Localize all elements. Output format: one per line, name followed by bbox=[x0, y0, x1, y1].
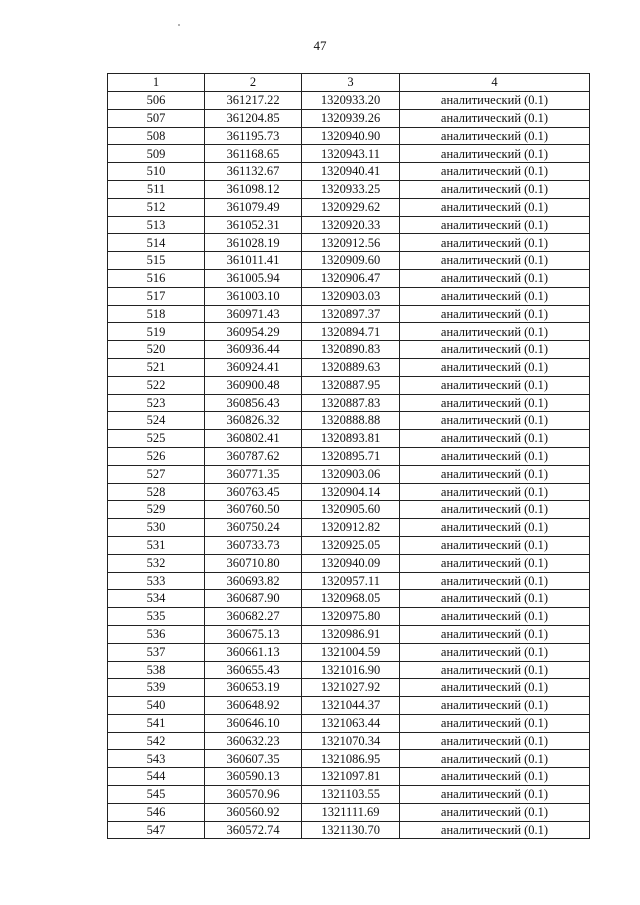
table-row bbox=[108, 786, 590, 804]
table-row bbox=[108, 269, 590, 287]
accuracy-cell: аналитический (0.1) bbox=[400, 412, 590, 430]
table-row bbox=[108, 590, 590, 608]
y-coordinate-cell: 1320904.14 bbox=[302, 483, 400, 501]
y-coordinate-cell: 1320905.60 bbox=[302, 501, 400, 519]
x-coordinate-cell: 360590.13 bbox=[205, 768, 302, 786]
accuracy-cell: аналитический (0.1) bbox=[400, 750, 590, 768]
point-number-cell: 517 bbox=[108, 287, 205, 305]
accuracy-cell: аналитический (0.1) bbox=[400, 608, 590, 626]
column-header-1: 1 bbox=[108, 74, 205, 92]
point-number-cell: 510 bbox=[108, 163, 205, 181]
point-number-cell: 508 bbox=[108, 127, 205, 145]
y-coordinate-cell: 1321016.90 bbox=[302, 661, 400, 679]
x-coordinate-cell: 360560.92 bbox=[205, 803, 302, 821]
column-header-3: 3 bbox=[302, 74, 400, 92]
table-row bbox=[108, 323, 590, 341]
y-coordinate-cell: 1321086.95 bbox=[302, 750, 400, 768]
point-number-cell: 513 bbox=[108, 216, 205, 234]
y-coordinate-cell: 1321027.92 bbox=[302, 679, 400, 697]
table-row bbox=[108, 465, 590, 483]
x-coordinate-cell: 360971.43 bbox=[205, 305, 302, 323]
point-number-cell: 529 bbox=[108, 501, 205, 519]
x-coordinate-cell: 361195.73 bbox=[205, 127, 302, 145]
table-row bbox=[108, 519, 590, 537]
y-coordinate-cell: 1320957.11 bbox=[302, 572, 400, 590]
accuracy-cell: аналитический (0.1) bbox=[400, 305, 590, 323]
y-coordinate-cell: 1320906.47 bbox=[302, 269, 400, 287]
y-coordinate-cell: 1320975.80 bbox=[302, 608, 400, 626]
point-number-cell: 516 bbox=[108, 269, 205, 287]
point-number-cell: 535 bbox=[108, 608, 205, 626]
y-coordinate-cell: 1320940.41 bbox=[302, 163, 400, 181]
point-number-cell: 528 bbox=[108, 483, 205, 501]
y-coordinate-cell: 1320943.11 bbox=[302, 145, 400, 163]
table-row bbox=[108, 341, 590, 359]
point-number-cell: 522 bbox=[108, 376, 205, 394]
x-coordinate-cell: 360750.24 bbox=[205, 519, 302, 537]
point-number-cell: 533 bbox=[108, 572, 205, 590]
point-number-cell: 507 bbox=[108, 109, 205, 127]
y-coordinate-cell: 1320912.82 bbox=[302, 519, 400, 537]
y-coordinate-cell: 1320909.60 bbox=[302, 252, 400, 270]
point-number-cell: 523 bbox=[108, 394, 205, 412]
y-coordinate-cell: 1320890.83 bbox=[302, 341, 400, 359]
point-number-cell: 514 bbox=[108, 234, 205, 252]
x-coordinate-cell: 360802.41 bbox=[205, 430, 302, 448]
y-coordinate-cell: 1320897.37 bbox=[302, 305, 400, 323]
point-number-cell: 537 bbox=[108, 643, 205, 661]
accuracy-cell: аналитический (0.1) bbox=[400, 714, 590, 732]
y-coordinate-cell: 1320889.63 bbox=[302, 358, 400, 376]
point-number-cell: 544 bbox=[108, 768, 205, 786]
y-coordinate-cell: 1321103.55 bbox=[302, 786, 400, 804]
table-row bbox=[108, 554, 590, 572]
point-number-cell: 539 bbox=[108, 679, 205, 697]
accuracy-cell: аналитический (0.1) bbox=[400, 127, 590, 145]
accuracy-cell: аналитический (0.1) bbox=[400, 786, 590, 804]
accuracy-cell: аналитический (0.1) bbox=[400, 803, 590, 821]
table-row bbox=[108, 305, 590, 323]
y-coordinate-cell: 1320893.81 bbox=[302, 430, 400, 448]
y-coordinate-cell: 1320895.71 bbox=[302, 447, 400, 465]
table-row bbox=[108, 412, 590, 430]
accuracy-cell: аналитический (0.1) bbox=[400, 234, 590, 252]
point-number-cell: 545 bbox=[108, 786, 205, 804]
table-row bbox=[108, 750, 590, 768]
point-number-cell: 512 bbox=[108, 198, 205, 216]
y-coordinate-cell: 1320903.03 bbox=[302, 287, 400, 305]
point-number-cell: 541 bbox=[108, 714, 205, 732]
y-coordinate-cell: 1320940.09 bbox=[302, 554, 400, 572]
x-coordinate-cell: 360653.19 bbox=[205, 679, 302, 697]
x-coordinate-cell: 360771.35 bbox=[205, 465, 302, 483]
y-coordinate-cell: 1320933.20 bbox=[302, 92, 400, 110]
x-coordinate-cell: 360760.50 bbox=[205, 501, 302, 519]
table-row bbox=[108, 697, 590, 715]
table-row bbox=[108, 234, 590, 252]
accuracy-cell: аналитический (0.1) bbox=[400, 180, 590, 198]
x-coordinate-cell: 360572.74 bbox=[205, 821, 302, 839]
point-number-cell: 524 bbox=[108, 412, 205, 430]
table-row bbox=[108, 376, 590, 394]
y-coordinate-cell: 1321070.34 bbox=[302, 732, 400, 750]
point-number-cell: 518 bbox=[108, 305, 205, 323]
table-row bbox=[108, 92, 590, 110]
column-header-4: 4 bbox=[400, 74, 590, 92]
table-row bbox=[108, 679, 590, 697]
table-row bbox=[108, 180, 590, 198]
accuracy-cell: аналитический (0.1) bbox=[400, 697, 590, 715]
accuracy-cell: аналитический (0.1) bbox=[400, 519, 590, 537]
accuracy-cell: аналитический (0.1) bbox=[400, 536, 590, 554]
accuracy-cell: аналитический (0.1) bbox=[400, 145, 590, 163]
table-row bbox=[108, 430, 590, 448]
accuracy-cell: аналитический (0.1) bbox=[400, 768, 590, 786]
accuracy-cell: аналитический (0.1) bbox=[400, 430, 590, 448]
y-coordinate-cell: 1321130.70 bbox=[302, 821, 400, 839]
y-coordinate-cell: 1320903.06 bbox=[302, 465, 400, 483]
point-number-cell: 515 bbox=[108, 252, 205, 270]
accuracy-cell: аналитический (0.1) bbox=[400, 287, 590, 305]
table-body bbox=[108, 92, 590, 839]
x-coordinate-cell: 361005.94 bbox=[205, 269, 302, 287]
page-number: 47 bbox=[313, 38, 327, 53]
y-coordinate-cell: 1320929.62 bbox=[302, 198, 400, 216]
point-number-cell: 526 bbox=[108, 447, 205, 465]
accuracy-cell: аналитический (0.1) bbox=[400, 269, 590, 287]
point-number-cell: 530 bbox=[108, 519, 205, 537]
accuracy-cell: аналитический (0.1) bbox=[400, 625, 590, 643]
accuracy-cell: аналитический (0.1) bbox=[400, 198, 590, 216]
y-coordinate-cell: 1321111.69 bbox=[302, 803, 400, 821]
table-row bbox=[108, 127, 590, 145]
x-coordinate-cell: 360693.82 bbox=[205, 572, 302, 590]
x-coordinate-cell: 360924.41 bbox=[205, 358, 302, 376]
y-coordinate-cell: 1320939.26 bbox=[302, 109, 400, 127]
point-number-cell: 546 bbox=[108, 803, 205, 821]
y-coordinate-cell: 1320887.95 bbox=[302, 376, 400, 394]
table-row bbox=[108, 252, 590, 270]
y-coordinate-cell: 1320925.05 bbox=[302, 536, 400, 554]
accuracy-cell: аналитический (0.1) bbox=[400, 92, 590, 110]
table-row bbox=[108, 109, 590, 127]
x-coordinate-cell: 361052.31 bbox=[205, 216, 302, 234]
accuracy-cell: аналитический (0.1) bbox=[400, 661, 590, 679]
accuracy-cell: аналитический (0.1) bbox=[400, 821, 590, 839]
table-row bbox=[108, 287, 590, 305]
accuracy-cell: аналитический (0.1) bbox=[400, 572, 590, 590]
table-row bbox=[108, 394, 590, 412]
scan-speck bbox=[178, 24, 180, 26]
x-coordinate-cell: 360954.29 bbox=[205, 323, 302, 341]
accuracy-cell: аналитический (0.1) bbox=[400, 216, 590, 234]
x-coordinate-cell: 361098.12 bbox=[205, 180, 302, 198]
point-number-cell: 542 bbox=[108, 732, 205, 750]
x-coordinate-cell: 360675.13 bbox=[205, 625, 302, 643]
accuracy-cell: аналитический (0.1) bbox=[400, 447, 590, 465]
y-coordinate-cell: 1321063.44 bbox=[302, 714, 400, 732]
accuracy-cell: аналитический (0.1) bbox=[400, 465, 590, 483]
accuracy-cell: аналитический (0.1) bbox=[400, 554, 590, 572]
point-number-cell: 506 bbox=[108, 92, 205, 110]
table-row bbox=[108, 145, 590, 163]
point-number-cell: 521 bbox=[108, 358, 205, 376]
table-row bbox=[108, 625, 590, 643]
point-number-cell: 540 bbox=[108, 697, 205, 715]
point-number-cell: 538 bbox=[108, 661, 205, 679]
point-number-cell: 531 bbox=[108, 536, 205, 554]
y-coordinate-cell: 1320986.91 bbox=[302, 625, 400, 643]
accuracy-cell: аналитический (0.1) bbox=[400, 501, 590, 519]
point-number-cell: 519 bbox=[108, 323, 205, 341]
column-header-2: 2 bbox=[205, 74, 302, 92]
point-number-cell: 520 bbox=[108, 341, 205, 359]
accuracy-cell: аналитический (0.1) bbox=[400, 679, 590, 697]
table-row bbox=[108, 714, 590, 732]
x-coordinate-cell: 360607.35 bbox=[205, 750, 302, 768]
x-coordinate-cell: 360733.73 bbox=[205, 536, 302, 554]
header-row bbox=[108, 74, 590, 92]
point-number-cell: 534 bbox=[108, 590, 205, 608]
table-row bbox=[108, 803, 590, 821]
accuracy-cell: аналитический (0.1) bbox=[400, 483, 590, 501]
accuracy-cell: аналитический (0.1) bbox=[400, 323, 590, 341]
point-number-cell: 543 bbox=[108, 750, 205, 768]
x-coordinate-cell: 360763.45 bbox=[205, 483, 302, 501]
point-number-cell: 527 bbox=[108, 465, 205, 483]
x-coordinate-cell: 361079.49 bbox=[205, 198, 302, 216]
x-coordinate-cell: 360856.43 bbox=[205, 394, 302, 412]
accuracy-cell: аналитический (0.1) bbox=[400, 252, 590, 270]
coordinates-table bbox=[107, 73, 590, 839]
x-coordinate-cell: 360646.10 bbox=[205, 714, 302, 732]
x-coordinate-cell: 360655.43 bbox=[205, 661, 302, 679]
accuracy-cell: аналитический (0.1) bbox=[400, 394, 590, 412]
x-coordinate-cell: 360687.90 bbox=[205, 590, 302, 608]
y-coordinate-cell: 1320888.88 bbox=[302, 412, 400, 430]
table-row bbox=[108, 358, 590, 376]
point-number-cell: 532 bbox=[108, 554, 205, 572]
x-coordinate-cell: 360936.44 bbox=[205, 341, 302, 359]
x-coordinate-cell: 360632.23 bbox=[205, 732, 302, 750]
y-coordinate-cell: 1320933.25 bbox=[302, 180, 400, 198]
accuracy-cell: аналитический (0.1) bbox=[400, 341, 590, 359]
table-row bbox=[108, 483, 590, 501]
x-coordinate-cell: 360900.48 bbox=[205, 376, 302, 394]
table-header bbox=[108, 74, 590, 92]
table-row bbox=[108, 821, 590, 839]
x-coordinate-cell: 361217.22 bbox=[205, 92, 302, 110]
x-coordinate-cell: 361003.10 bbox=[205, 287, 302, 305]
point-number-cell: 536 bbox=[108, 625, 205, 643]
table-row bbox=[108, 572, 590, 590]
x-coordinate-cell: 361028.19 bbox=[205, 234, 302, 252]
accuracy-cell: аналитический (0.1) bbox=[400, 643, 590, 661]
table-row bbox=[108, 447, 590, 465]
accuracy-cell: аналитический (0.1) bbox=[400, 163, 590, 181]
point-number-cell: 509 bbox=[108, 145, 205, 163]
table-row bbox=[108, 216, 590, 234]
accuracy-cell: аналитический (0.1) bbox=[400, 732, 590, 750]
x-coordinate-cell: 360648.92 bbox=[205, 697, 302, 715]
x-coordinate-cell: 360570.96 bbox=[205, 786, 302, 804]
point-number-cell: 525 bbox=[108, 430, 205, 448]
y-coordinate-cell: 1321097.81 bbox=[302, 768, 400, 786]
x-coordinate-cell: 360710.80 bbox=[205, 554, 302, 572]
x-coordinate-cell: 360787.62 bbox=[205, 447, 302, 465]
table-row bbox=[108, 163, 590, 181]
y-coordinate-cell: 1320912.56 bbox=[302, 234, 400, 252]
y-coordinate-cell: 1320887.83 bbox=[302, 394, 400, 412]
table-row bbox=[108, 768, 590, 786]
point-number-cell: 511 bbox=[108, 180, 205, 198]
accuracy-cell: аналитический (0.1) bbox=[400, 590, 590, 608]
table-row bbox=[108, 198, 590, 216]
table-row bbox=[108, 608, 590, 626]
y-coordinate-cell: 1321044.37 bbox=[302, 697, 400, 715]
table-row bbox=[108, 661, 590, 679]
x-coordinate-cell: 360826.32 bbox=[205, 412, 302, 430]
x-coordinate-cell: 360661.13 bbox=[205, 643, 302, 661]
x-coordinate-cell: 361204.85 bbox=[205, 109, 302, 127]
x-coordinate-cell: 360682.27 bbox=[205, 608, 302, 626]
x-coordinate-cell: 361168.65 bbox=[205, 145, 302, 163]
table-row bbox=[108, 732, 590, 750]
point-number-cell: 547 bbox=[108, 821, 205, 839]
table-row bbox=[108, 536, 590, 554]
y-coordinate-cell: 1321004.59 bbox=[302, 643, 400, 661]
accuracy-cell: аналитический (0.1) bbox=[400, 109, 590, 127]
accuracy-cell: аналитический (0.1) bbox=[400, 376, 590, 394]
table-row bbox=[108, 643, 590, 661]
y-coordinate-cell: 1320968.05 bbox=[302, 590, 400, 608]
y-coordinate-cell: 1320940.90 bbox=[302, 127, 400, 145]
x-coordinate-cell: 361011.41 bbox=[205, 252, 302, 270]
table-row bbox=[108, 501, 590, 519]
accuracy-cell: аналитический (0.1) bbox=[400, 358, 590, 376]
y-coordinate-cell: 1320894.71 bbox=[302, 323, 400, 341]
y-coordinate-cell: 1320920.33 bbox=[302, 216, 400, 234]
x-coordinate-cell: 361132.67 bbox=[205, 163, 302, 181]
